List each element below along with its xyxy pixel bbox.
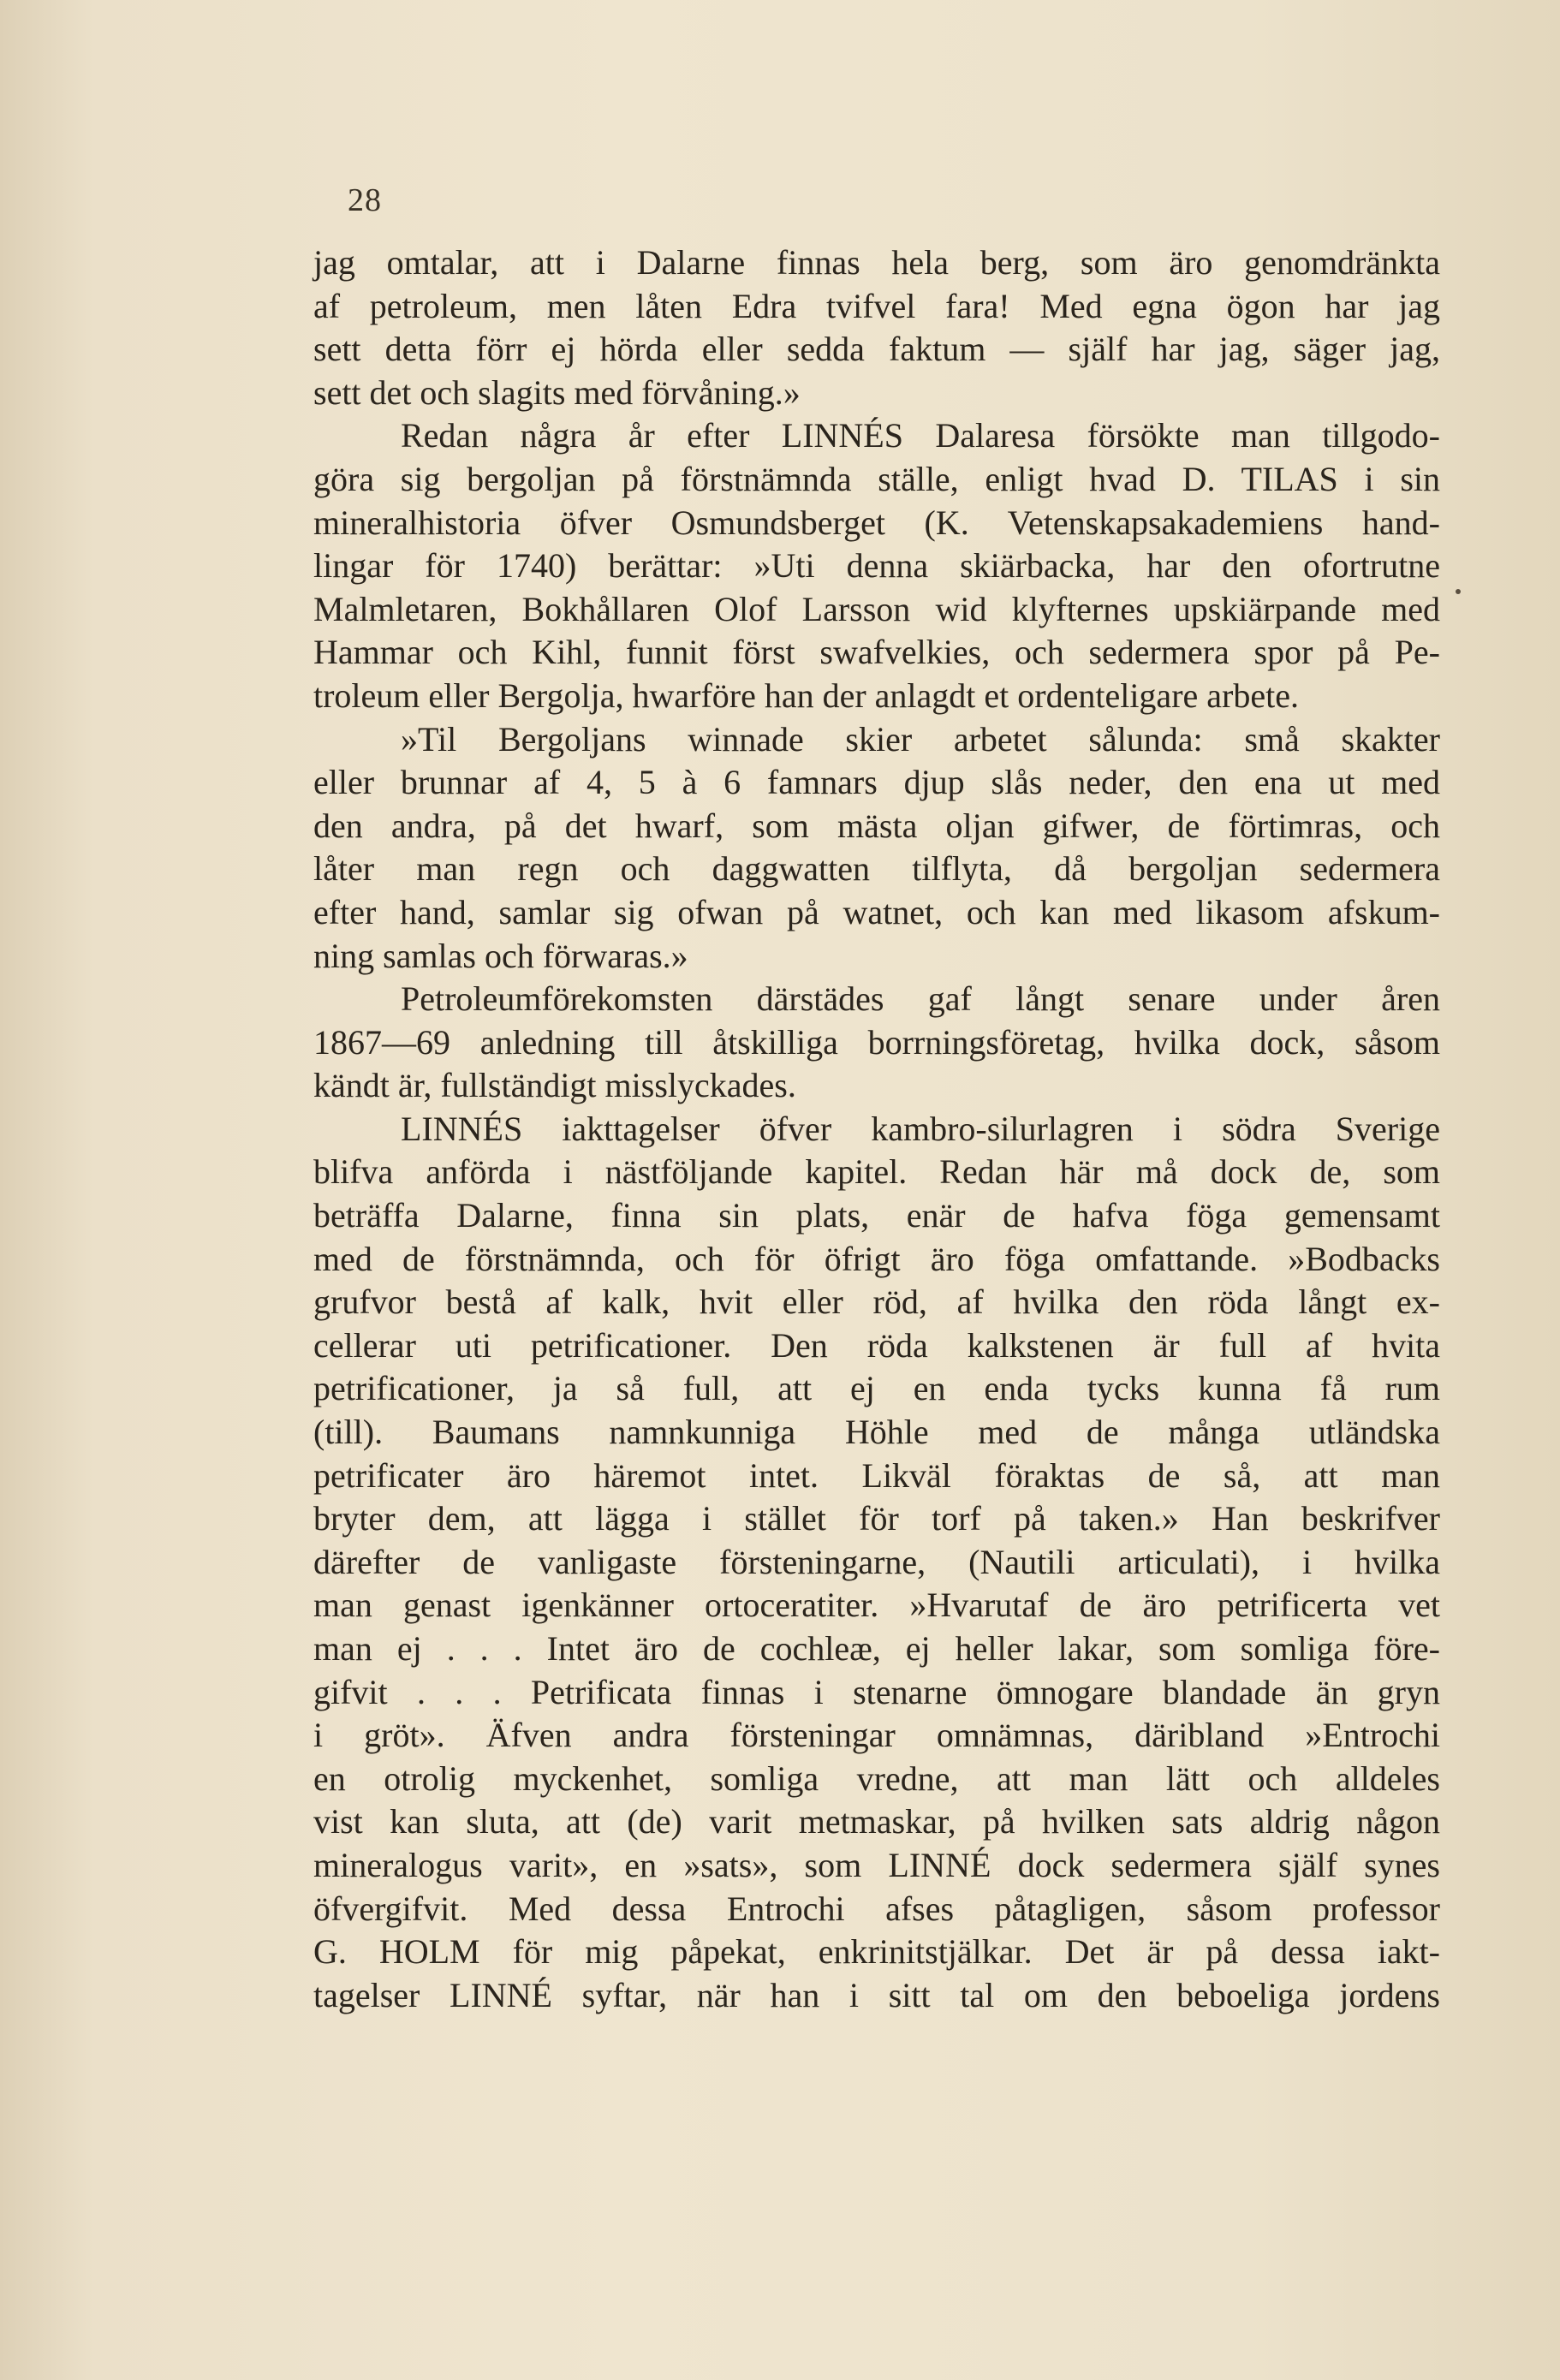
text-line-22: blifva anförda i nästföljande kapitel. Redan här må dock de, som [313, 1152, 1440, 1192]
text-line-3: sett detta förr ej hörda eller sedda faktum — själf har jag, säger jag, [313, 330, 1440, 369]
text-line-5: Redan några år efter LINNÉS Dalaresa försökte man tillgodo- [401, 416, 1440, 455]
text-line-38: mineralogus varit», en »sats», som LINNÉ dock sedermera själf synes [313, 1845, 1440, 1884]
text-line-10: Hammar och Kihl, funnit först swafvelkies, och sedermera spor på Pe- [313, 633, 1440, 672]
text-line-24: med de förstnämnda, och för öfrigt äro föga omfattande. »Bodbacks [313, 1239, 1440, 1278]
text-line-29: petrificater äro häremot intet. Likväl föraktas de så, att man [313, 1455, 1440, 1495]
text-line-28: (till). Baumans namnkunniga Höhle med de många utländska [313, 1413, 1440, 1452]
page-number: 28 [348, 182, 382, 218]
text-line-16: efter hand, samlar sig ofwan på watnet, och kan med likasom afskum- [313, 892, 1440, 931]
text-line-34: gifvit . . . Petrificata finnas i stenarne ömnogare blandade än gryn [313, 1672, 1440, 1711]
text-line-21: LINNÉS iakttagelser öfver kambro-silurlagren i södra Sverige [401, 1109, 1440, 1148]
text-line-9: Malmletaren, Bokhållaren Olof Larsson wid klyfternes upskiärpande med [313, 589, 1440, 628]
text-line-30: bryter dem, att lägga i stället för torf på taken.» Han beskrifver [313, 1499, 1440, 1538]
text-line-12: »Til Bergoljans winnade skier arbetet sålunda: små skakter [401, 719, 1440, 759]
ink-speck [1456, 589, 1461, 594]
text-line-41: tagelser LINNÉ syftar, när han i sitt tal om den beboeliga jordens [313, 1975, 1440, 2014]
text-line-6: göra sig bergoljan på förstnämnda ställe, enligt hvad D. TILAS i sin [313, 459, 1440, 498]
text-line-40: G. HOLM för mig påpekat, enkrinitstjälkar. Det är på dessa iakt- [313, 1932, 1440, 1972]
text-line-36: en otrolig myckenhet, somliga vredne, att man lätt och alldeles [313, 1758, 1440, 1798]
text-line-14: den andra, på det hwarf, som mästa oljan gifwer, de förtimras, och [313, 806, 1440, 845]
text-line-18: Petroleumförekomsten därstädes gaf långt senare under åren [401, 979, 1440, 1019]
body-text [313, 241, 1440, 2017]
text-line-23: beträffa Dalarne, finna sin plats, enär de hafva föga gemensamt [313, 1196, 1440, 1235]
text-line-1: jag omtalar, att i Dalarne finnas hela berg, som äro genomdränkta [313, 243, 1440, 282]
text-line-17: ning samlas och förwaras.» [313, 936, 688, 975]
text-line-39: öfvergifvit. Med dessa Entrochi afses påtagligen, såsom professor [313, 1889, 1440, 1928]
text-line-20: kändt är, fullständigt misslyckades. [313, 1066, 796, 1105]
text-line-4: sett det och slagits med förvåning.» [313, 372, 801, 412]
text-line-19: 1867—69 anledning till åtskilliga borrningsföretag, hvilka dock, såsom [313, 1022, 1440, 1062]
text-line-13: eller brunnar af 4, 5 à 6 famnars djup slås neder, den ena ut med [313, 763, 1440, 802]
text-line-7: mineralhistoria öfver Osmundsberget (K. Vetenskapsakademiens hand- [313, 503, 1440, 542]
text-line-35: i gröt». Äfven andra försteningar omnämnas, däribland »Entrochi [313, 1716, 1440, 1755]
text-line-33: man ej . . . Intet äro de cochleæ, ej heller lakar, som somliga före- [313, 1629, 1440, 1668]
text-line-26: cellerar uti petrificationer. Den röda kalkstenen är full af hvita [313, 1325, 1440, 1365]
text-line-25: grufvor bestå af kalk, hvit eller röd, af hvilka den röda långt ex- [313, 1282, 1440, 1322]
text-line-32: man genast igenkänner ortoceratiter. »Hvarutaf de äro petrificerta vet [313, 1586, 1440, 1625]
text-line-31: därefter de vanligaste försteningarne, (Nautili articulati), i hvilka [313, 1542, 1440, 1581]
text-line-37: vist kan sluta, att (de) varit metmaskar, på hvilken sats aldrig någon [313, 1802, 1440, 1842]
text-line-2: af petroleum, men låten Edra tvifvel fara! Med egna ögon har jag [313, 286, 1440, 325]
text-line-27: petrificationer, ja så full, att ej en enda tycks kunna få rum [313, 1369, 1440, 1408]
text-line-8: lingar för 1740) berättar: »Uti denna skiärbacka, har den ofortrutne [313, 546, 1440, 586]
text-line-15: låter man regn och daggwatten tilflyta, då bergoljan sedermera [313, 849, 1440, 889]
text-line-11: troleum eller Bergolja, hwarföre han der anlagdt et ordenteligare arbete. [313, 675, 1299, 715]
